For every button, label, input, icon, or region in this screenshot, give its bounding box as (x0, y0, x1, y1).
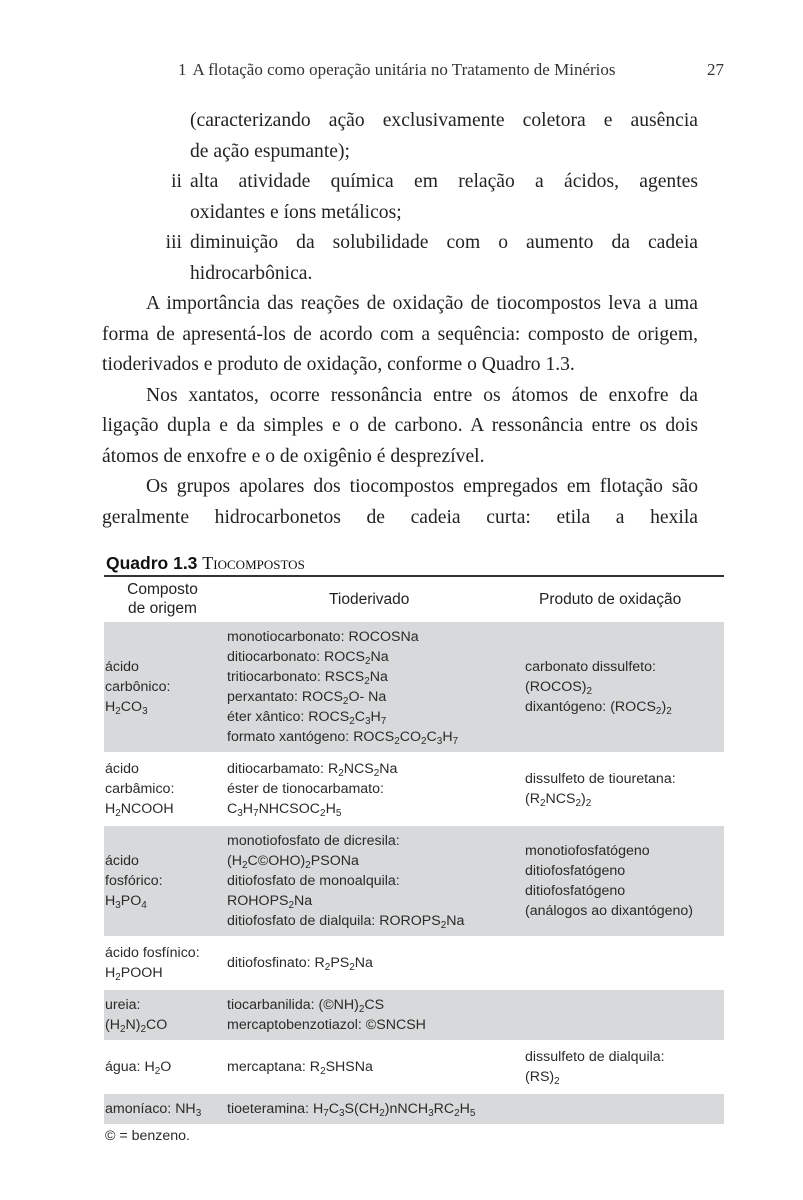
paragraph: Os grupos apolares dos tiocompostos empregados em flotação são geralmente hidrocarbonetos de cadeia curta: etila a hexila (102, 476, 698, 528)
cell-line: $H_2CO_3$ (105, 699, 148, 717)
page-number: 27 (707, 60, 724, 79)
cell-tioderivado (221, 622, 519, 753)
cell-line: ácido (105, 853, 139, 869)
text-line: hidrocarbônica. (190, 262, 313, 284)
text-line: oxidantes e íons metálicos; (190, 201, 402, 223)
cell-line: perxantato: $ROCS_2O-$ Na (227, 689, 387, 707)
cell-tioderivado (221, 753, 519, 825)
cell-line: água: $H_2O$ (105, 1059, 172, 1077)
cell-line: ditiocarbamato: $R_2NCS_2Na$ (227, 761, 398, 779)
chapter-title: A flotação como operação unitária no Tratamento de Minérios (192, 60, 616, 79)
column-header-tioderivado: Tioderivado (329, 590, 410, 608)
table-footnote: © = benzeno. (105, 1128, 191, 1144)
cell-tioderivado (221, 937, 519, 989)
cell-line: éter xântico: $ROCS_2C_3H_7$ (227, 709, 387, 727)
cell-tioderivado (221, 1093, 519, 1124)
cell-line: ditiofosfinato: $R_2PS_2Na$ (227, 955, 373, 973)
cell-line: $(ROCOS)_2$ (525, 679, 593, 697)
cell-line: fosfórico: (105, 873, 163, 889)
cell-produto-oxidacao (519, 753, 724, 825)
table-row (104, 1093, 724, 1124)
cell-line: dissulfeto de tiouretana: (525, 771, 676, 787)
cell-tioderivado (221, 989, 519, 1041)
cell-produto-oxidacao (519, 1041, 724, 1093)
cell-produto-oxidacao (519, 1093, 724, 1124)
list-number: iii (165, 232, 182, 253)
table-title: Tiocompostos (202, 553, 305, 573)
cell-line: carbonato dissulfeto: (525, 659, 656, 675)
list-continuation (102, 106, 698, 167)
body-text (102, 106, 698, 533)
text-line: diminuição da solubilidade com o aumento da cadeia (190, 232, 698, 253)
cell-line: dissulfeto de dialquila: (525, 1049, 665, 1065)
cell-line: carbâmico: (105, 781, 175, 797)
cell-line: (análogos ao dixantógeno) (525, 903, 694, 919)
quadro-table-figure (104, 552, 724, 1144)
cell-line: $ROHOPS_2Na$ (227, 893, 313, 911)
cell-line: tiocarbanilida: $(©NH)_2CS$ (227, 997, 385, 1015)
cell-line: mercaptobenzotiazol: ©SNCSH (227, 1017, 426, 1033)
column-header-origem (104, 577, 221, 622)
cell-composto-origem (104, 622, 221, 753)
table-row (104, 825, 724, 937)
cell-line: ureia: (105, 997, 141, 1013)
cell-line: mercaptana: $R_2SHSNa$ (227, 1059, 373, 1077)
cell-line: ditiofosfatógeno (525, 883, 626, 899)
cell-line: tritiocarbonato: $RSCS_2Na$ (227, 669, 388, 687)
cell-line: ditiofosfato de monoalquila: (227, 873, 400, 889)
cell-line: $H_2NCOOH$ (105, 801, 174, 819)
table-row (104, 989, 724, 1041)
cell-composto-origem (104, 989, 221, 1041)
cell-line: monotiocarbonato: ROCOSNa (227, 629, 419, 645)
cell-line: carbônico: (105, 679, 171, 695)
cell-line: ditiofosfato de dialquila: $ROROPS_2Na$ (227, 913, 465, 931)
list-item (102, 167, 698, 228)
paragraph: Nos xantatos, ocorre ressonância entre os átomos de enxofre da ligação dupla e da simples e o de carbono. A ressonância entre os dois átomos de enxofre e o de oxigênio é desprezível. (102, 384, 698, 467)
table-row (104, 1041, 724, 1093)
table-caption (104, 552, 724, 574)
list-item (102, 228, 698, 289)
cell-composto-origem (104, 1041, 221, 1093)
cell-line: $H_2POOH$ (105, 965, 163, 983)
cell-line: ditiofosfatógeno (525, 863, 626, 879)
text-line: de ação espumante); (190, 140, 350, 162)
header-line: Composto (127, 581, 198, 598)
cell-line: $(RS)_2$ (525, 1069, 560, 1087)
cell-line: ditiocarbonato: $ROCS_2Na$ (227, 649, 389, 667)
cell-composto-origem (104, 753, 221, 825)
table-body (104, 622, 724, 1124)
cell-line: ácido fosfínico: (105, 945, 200, 961)
table-label: Quadro 1.3 (106, 553, 198, 573)
text-line: (caracterizando ação exclusivamente coletora e ausência (190, 110, 698, 131)
cell-produto-oxidacao (519, 622, 724, 753)
cell-line: $C_3H_7NHCSOC_2H_5$ (227, 801, 342, 819)
cell-line: dixantógeno: $(ROCS_2)_2$ (525, 699, 672, 717)
cell-tioderivado (221, 1041, 519, 1093)
cell-tioderivado (221, 825, 519, 937)
running-header (178, 60, 724, 80)
table-row (104, 937, 724, 989)
cell-composto-origem (104, 825, 221, 937)
cell-line: ácido (105, 761, 139, 777)
cell-line: monotiofosfato de dicresila: (227, 833, 400, 849)
chapter-heading (178, 60, 622, 80)
cell-line: $H_3PO_4$ (105, 893, 147, 911)
cell-produto-oxidacao (519, 937, 724, 989)
cell-line: $(R_2NCS_2)_2$ (525, 791, 592, 809)
cell-composto-origem (104, 1093, 221, 1124)
cell-produto-oxidacao (519, 989, 724, 1041)
cell-line: tioeteramina: $H_7C_3S(CH_2)nNCH_3RC_2H_5$ (227, 1101, 476, 1119)
table-row (104, 753, 724, 825)
list-number: ii (171, 171, 182, 192)
cell-line: $(H_2C©OHO)_2PSONa$ (227, 853, 359, 871)
text-line: alta atividade química em relação a ácidos, agentes (190, 171, 698, 192)
column-header-oxidacao: Produto de oxidação (539, 590, 682, 608)
cell-produto-oxidacao (519, 825, 724, 937)
cell-line: éster de tionocarbamato: (227, 781, 384, 797)
table-header-row (104, 577, 724, 622)
header-line: de origem (128, 600, 197, 617)
tiocompostos-table (104, 577, 724, 1124)
chapter-number: 1 (178, 60, 187, 79)
cell-line: monotiofosfatógeno (525, 843, 650, 859)
cell-line: amoníaco: $NH_3$ (105, 1101, 202, 1119)
paragraph: A importância das reações de oxidação de tiocompostos leva a uma forma de apresentá-los de acordo com a sequência: composto de origem, tioderivados e produto de oxidação, conforme o Quadro 1.3. (102, 293, 698, 375)
cell-composto-origem (104, 937, 221, 989)
cell-line: $(H_2N)_2CO$ (105, 1017, 168, 1035)
cell-line: ácido (105, 659, 139, 675)
cell-line: formato xantógeno: $ROCS_2CO_2C_3H_7$ (227, 729, 459, 747)
table-row (104, 622, 724, 753)
